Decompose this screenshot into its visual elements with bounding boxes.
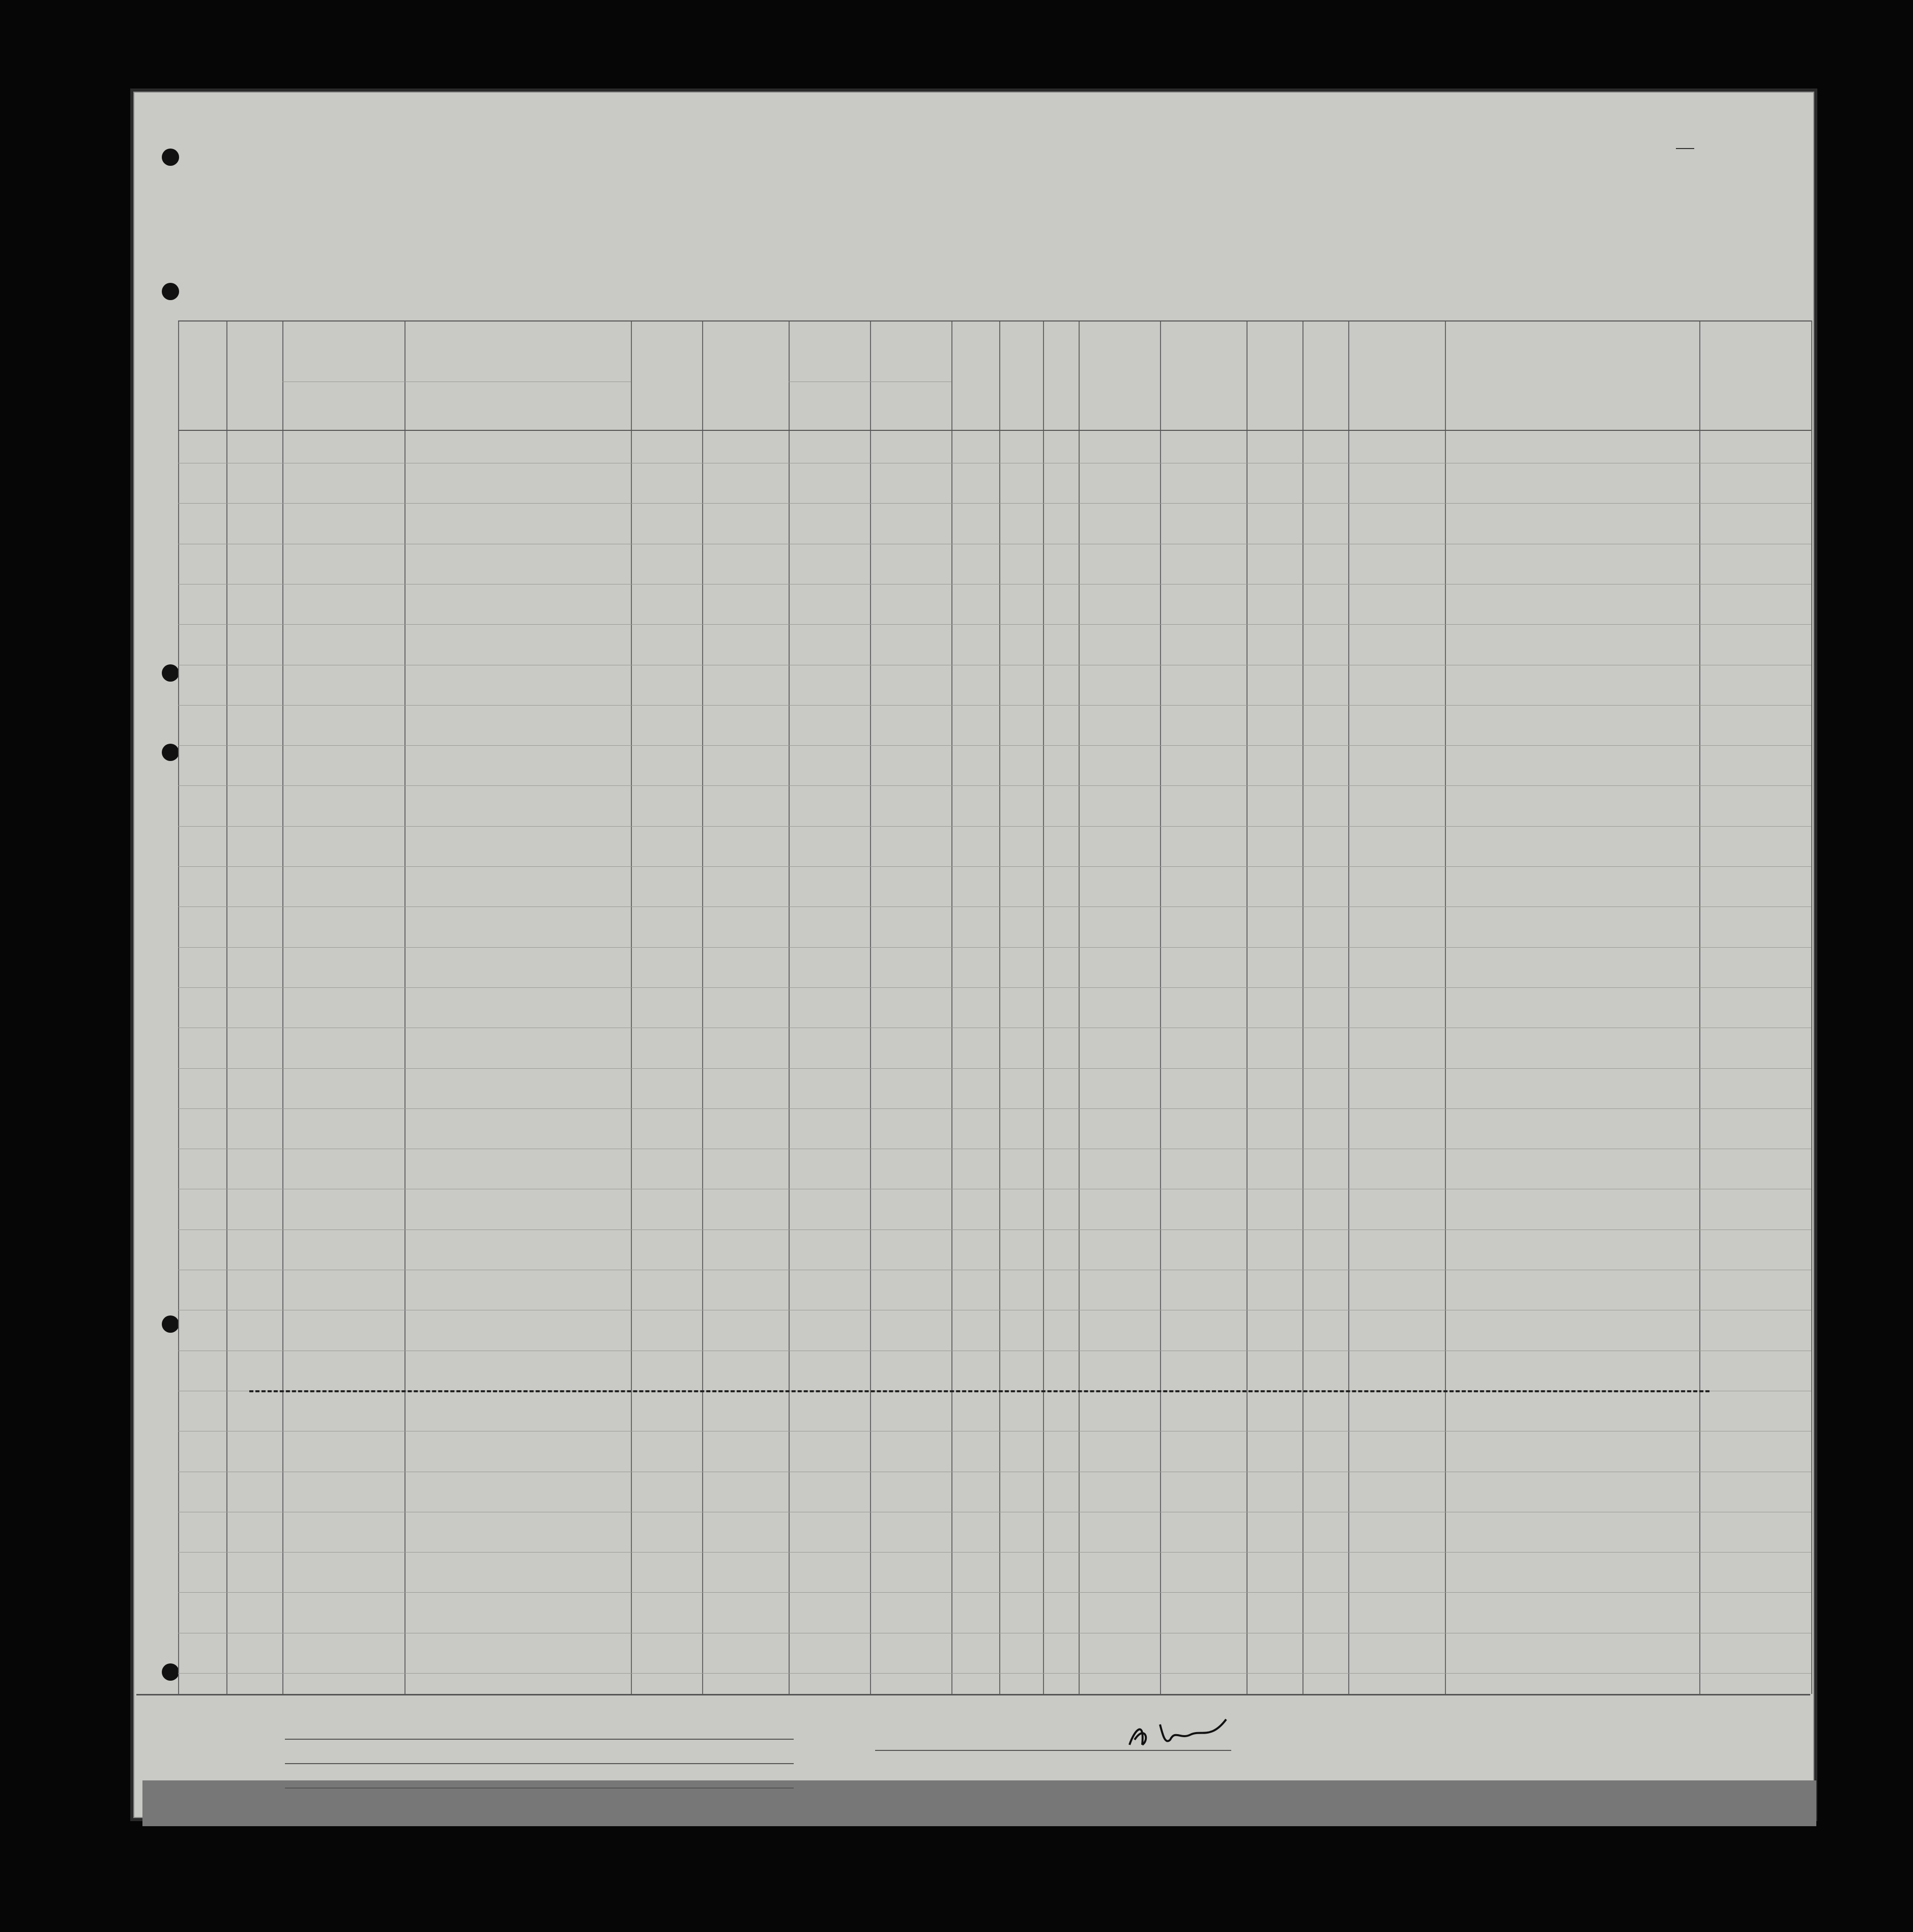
- agents-field: [285, 1788, 794, 1789]
- column-divider: [178, 320, 179, 1694]
- column-divider: [1043, 320, 1044, 1694]
- row-rule: [178, 624, 1811, 625]
- column-divider: [870, 320, 871, 1694]
- column-divider: [999, 320, 1000, 1694]
- row-rule: [178, 826, 1811, 827]
- row-rule: [178, 745, 1811, 746]
- row-rule: [178, 1108, 1811, 1109]
- column-divider: [1160, 320, 1161, 1694]
- column-divider: [631, 320, 632, 1694]
- row-rule: [178, 705, 1811, 706]
- column-divider: [1445, 320, 1446, 1694]
- punch-hole: [162, 283, 179, 300]
- column-divider: [404, 320, 405, 1694]
- column-divider: [282, 320, 283, 1694]
- inspector-signature: [1114, 1709, 1247, 1755]
- column-divider: [1247, 320, 1248, 1694]
- column-divider: [1699, 320, 1700, 1694]
- section-divider-line: [249, 1390, 1709, 1392]
- row-rule: [178, 866, 1811, 867]
- row-rule: [178, 503, 1811, 504]
- row-rule: [178, 1592, 1811, 1593]
- vessel-line: [331, 272, 1704, 298]
- punch-hole: [162, 744, 179, 761]
- column-divider: [1079, 320, 1080, 1694]
- column-divider: [1302, 320, 1303, 1694]
- row-rule: [178, 947, 1811, 948]
- row-rule: [178, 987, 1811, 988]
- column-divider: [1348, 320, 1349, 1694]
- row-rule: [178, 1068, 1811, 1069]
- header-rule: [178, 320, 1811, 321]
- row-rule: [178, 1552, 1811, 1553]
- column-divider: [702, 320, 703, 1694]
- punch-hole: [162, 664, 179, 682]
- line-field: [285, 1739, 794, 1740]
- column-divider: [789, 320, 790, 1694]
- punch-hole: [162, 1663, 179, 1681]
- row-rule: [178, 1673, 1811, 1674]
- sheet-number-value: [1676, 133, 1694, 149]
- column-divider: [226, 320, 227, 1694]
- punch-hole: [162, 149, 179, 166]
- row-rule: [178, 906, 1811, 907]
- sheet-number-field: [1669, 132, 1694, 148]
- row-rule: [178, 785, 1811, 786]
- punch-hole: [162, 1315, 179, 1333]
- inspector-signature-line: [875, 1750, 1231, 1751]
- header-rule: [178, 430, 1811, 431]
- column-divider: [1811, 320, 1812, 1694]
- crew-manifest-table: [178, 320, 1811, 1694]
- owners-field: [285, 1763, 794, 1764]
- column-divider: [951, 320, 952, 1694]
- footer: [136, 1694, 1810, 1792]
